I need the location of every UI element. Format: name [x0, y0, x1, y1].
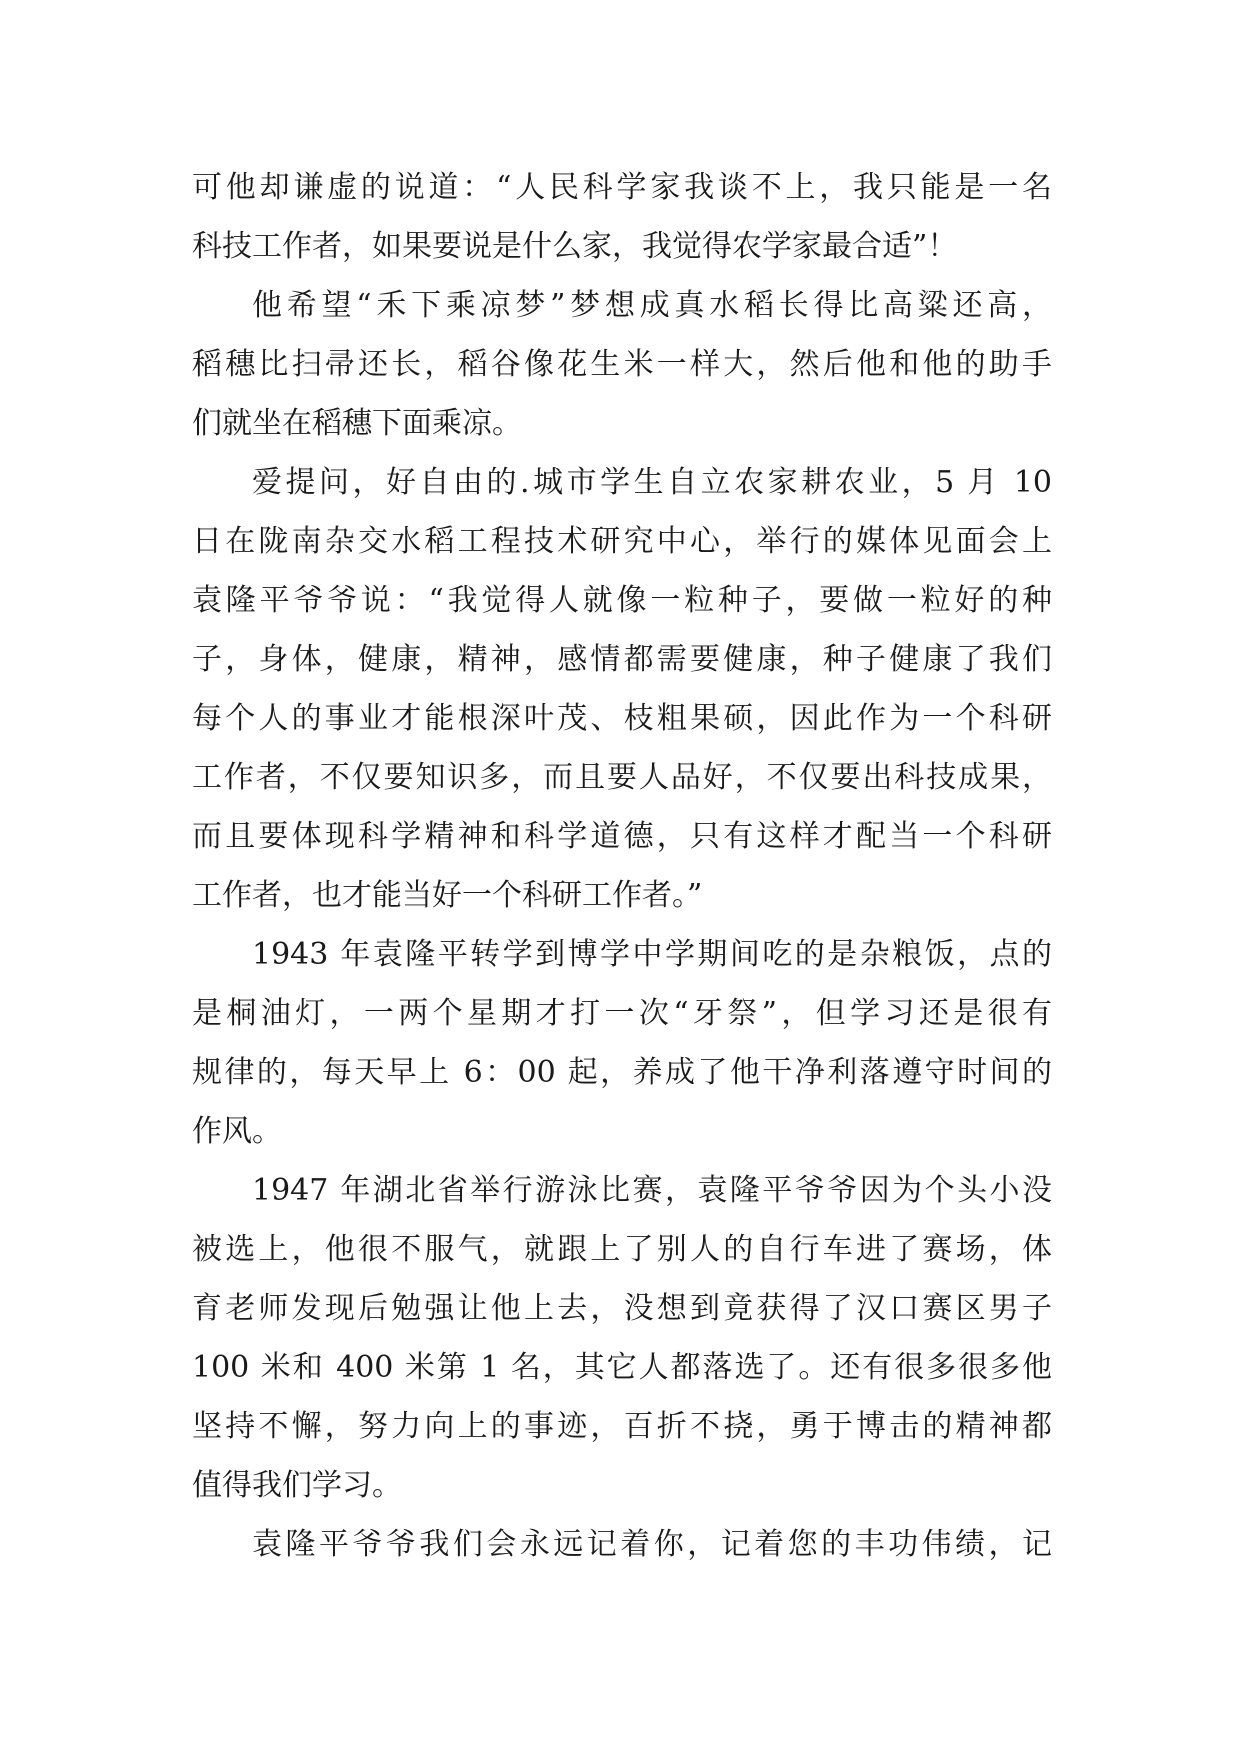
- text-line: 日在陇南杂交水稻工程技术研究中心，举行的媒体见面会上: [192, 524, 1052, 559]
- text-line: 子，身体，健康，精神，感情都需要健康，种子健康了我们: [192, 642, 1052, 677]
- paragraph: [192, 1515, 1052, 1574]
- text-line: 袁隆平爷爷我们会永远记着你，记着您的丰功伟绩，记: [252, 1527, 1052, 1562]
- paragraph: [192, 276, 1052, 453]
- text-line: 可他却谦虚的说道：“人民科学家我谈不上，我只能是一名: [192, 170, 1052, 205]
- text-line: 而且要体现科学精神和科学道德，只有这样才配当一个科研: [192, 819, 1052, 854]
- paragraph: [192, 925, 1052, 1161]
- document-body: [192, 158, 1052, 1574]
- text-line: 坚持不懈，努力向上的事迹，百折不挠，勇于博击的精神都: [192, 1409, 1052, 1444]
- paragraph: [192, 158, 1052, 276]
- text-line: 1943 年袁隆平转学到博学中学期间吃的是杂粮饭，点的: [252, 937, 1052, 972]
- text-line: 是桐油灯，一两个星期才打一次“牙祭”，但学习还是很有: [192, 996, 1052, 1031]
- text-line: 工作者，不仅要知识多，而且要人品好，不仅要出科技成果，: [192, 760, 1052, 795]
- text-line: 科技工作者，如果要说是什么家，我觉得农学家最合适”！: [192, 229, 958, 264]
- paragraph: [192, 1161, 1052, 1515]
- text-line: 们就坐在稻穗下面乘凉。: [192, 406, 522, 441]
- text-line: 1947 年湖北省举行游泳比赛，袁隆平爷爷因为个头小没: [252, 1173, 1052, 1208]
- text-line: 袁隆平爷爷说：“我觉得人就像一粒种子，要做一粒好的种: [192, 583, 1052, 618]
- text-line: 规律的，每天早上 6：00 起，养成了他干净利落遵守时间的: [192, 1055, 1052, 1090]
- paragraph: [192, 453, 1052, 925]
- text-line: 作风。: [192, 1114, 282, 1149]
- text-line: 爱提问，好自由的.城市学生自立农家耕农业，5 月 10: [252, 465, 1052, 500]
- text-line: 他希望“禾下乘凉梦”梦想成真水稻长得比高粱还高，: [252, 288, 1052, 323]
- text-line: 100 米和 400 米第 1 名，其它人都落选了。还有很多很多他: [192, 1350, 1052, 1385]
- text-line: 工作者，也才能当好一个科研工作者。”: [192, 878, 703, 913]
- text-line: 育老师发现后勉强让他上去，没想到竟获得了汉口赛区男子: [192, 1291, 1052, 1326]
- text-line: 值得我们学习。: [192, 1468, 402, 1503]
- text-line: 被选上，他很不服气，就跟上了别人的自行车进了赛场，体: [192, 1232, 1052, 1267]
- text-line: 稻穗比扫帚还长，稻谷像花生米一样大，然后他和他的助手: [192, 347, 1052, 382]
- text-line: 每个人的事业才能根深叶茂、枝粗果硕，因此作为一个科研: [192, 701, 1052, 736]
